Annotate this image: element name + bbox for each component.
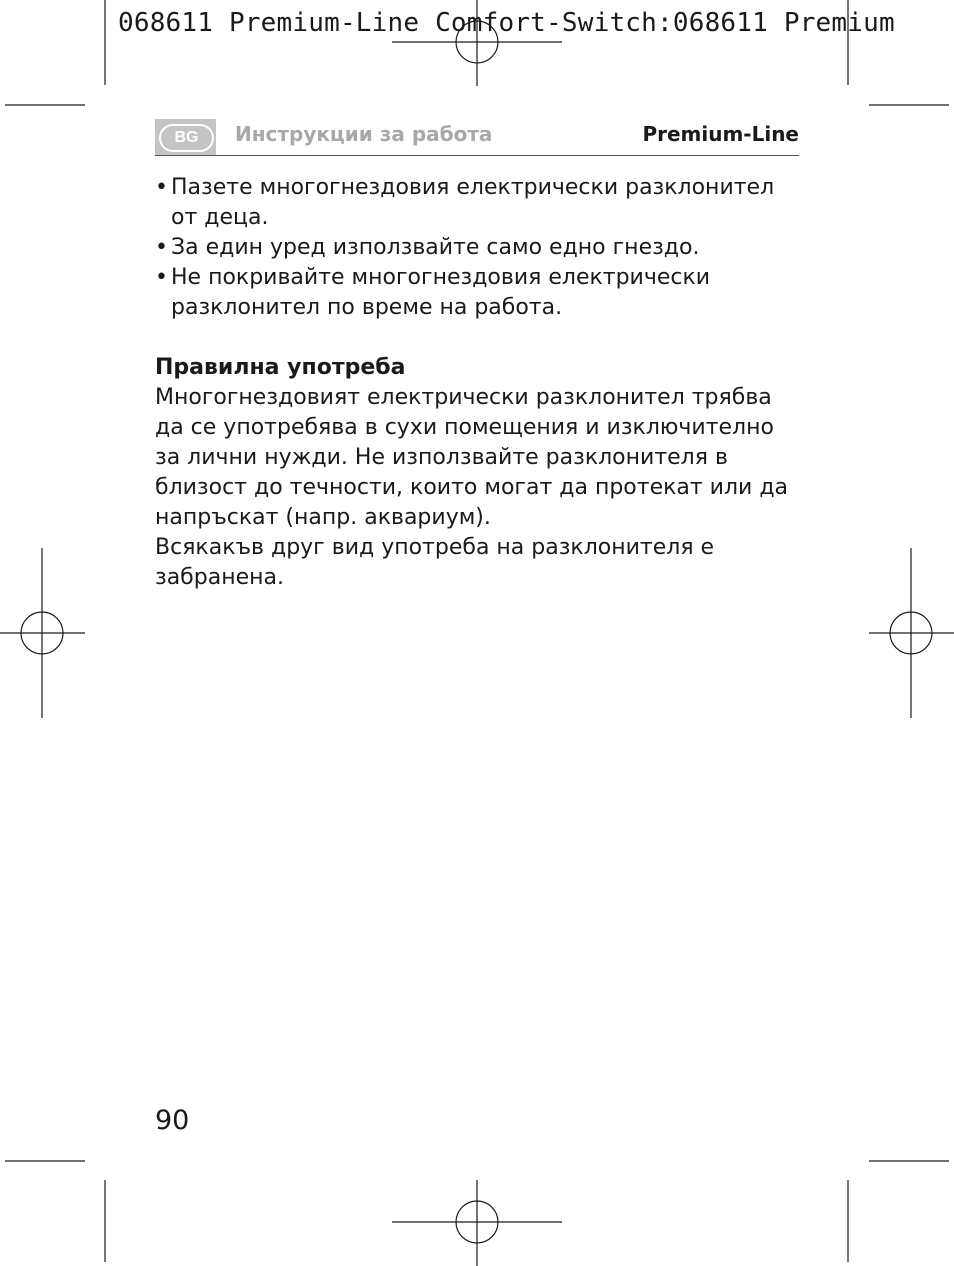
language-badge: BG [159,124,214,152]
paragraph-line: близост до течности, които могат да протекат или да [155,475,789,500]
header-section-title: Инструкции за работа [235,122,493,146]
paragraph-line: напръскат (напр. аквариум). [155,505,491,530]
registration-mark-right [869,548,954,718]
bullet-marker: • [155,235,168,260]
paragraph-prohibited-use [155,533,805,593]
paragraph-line: Многогнездовият електрически разклонител трябва [155,385,772,410]
paragraph-line: за лични нужди. Не използвайте разклонителя в [155,445,728,470]
bullet-item [155,173,805,233]
bullet-item [155,233,805,263]
bullet-item [155,263,805,323]
bullet-marker: • [155,175,168,200]
page-header [155,119,799,156]
paragraph-line: да се употребява в сухи помещения и изключително [155,415,774,440]
bullet-line: За един уред използвайте само едно гнездо. [171,235,700,260]
print-slug-line: 068611 Premium-Line Comfort-Switch:068611 Premium [118,8,895,38]
bullet-line: от деца. [171,205,269,230]
registration-mark-left [0,548,85,718]
registration-mark-top [392,0,562,86]
bullet-marker: • [155,265,168,290]
bullet-line: разклонител по време на работа. [171,295,563,320]
page-number: 90 [155,1105,190,1136]
paragraph-line: Всякакъв друг вид употреба на разклонителя е [155,535,715,560]
section-heading: Правилна употреба [155,355,406,380]
paragraph-line: забранена. [155,565,284,590]
language-badge-box [155,119,216,155]
header-brand: Premium-Line [642,122,799,146]
paragraph-intended-use [155,383,805,533]
bullet-line: Пазете многогнездовия електрически разклонител [171,175,775,200]
registration-mark-bottom [392,1180,562,1266]
bullet-line: Не покривайте многогнездовия електрически [171,265,711,290]
page-content [155,173,805,593]
